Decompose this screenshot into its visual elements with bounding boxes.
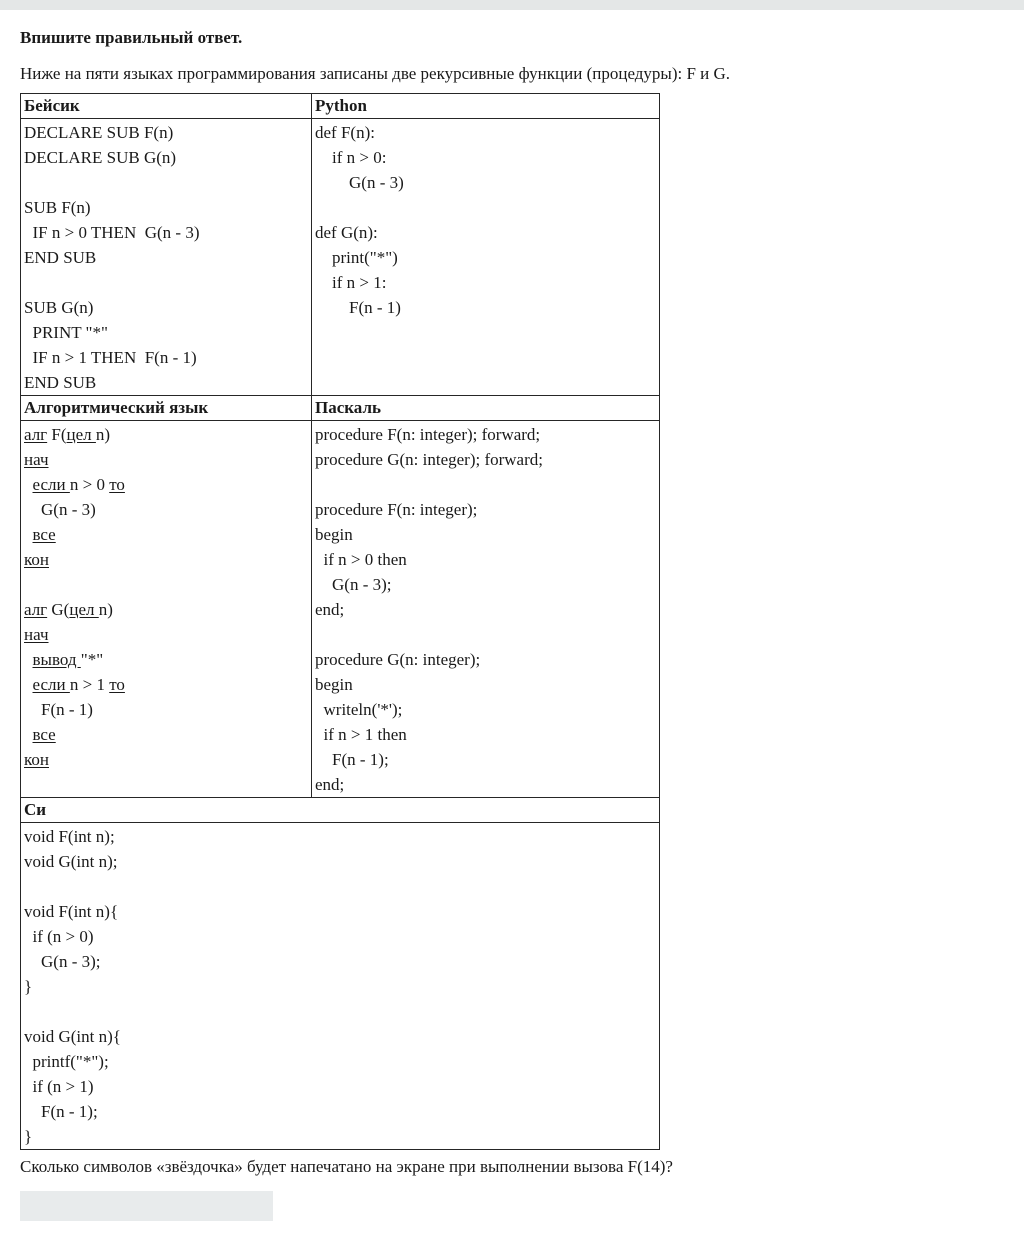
code-line: алг G(цел n) <box>24 600 113 619</box>
code-line: procedure G(n: integer); <box>315 650 481 669</box>
code-line: end; <box>315 775 345 794</box>
header-c: Си <box>21 798 660 823</box>
table-header-row <box>21 798 660 823</box>
header-algo: Алгоритмический язык <box>21 396 312 421</box>
code-line: G(n - 3) <box>315 173 404 192</box>
code-line: if n > 0: <box>315 148 387 167</box>
code-line: G(n - 3); <box>315 575 392 594</box>
code-block-algo <box>21 421 312 798</box>
code-line: если n > 1 то <box>32 675 125 694</box>
code-line <box>24 999 657 1024</box>
code-line: F(n - 1); <box>24 1102 98 1121</box>
code-line: G(n - 3) <box>24 500 96 519</box>
code-line <box>24 572 309 597</box>
question-text: Сколько символов «звёздочка» будет напечатано на экране при выполнении вызова F(14)? <box>20 1157 673 1176</box>
header-basic: Бейсик <box>21 94 312 119</box>
code-line: if n > 0 then <box>315 550 407 569</box>
code-line: F(n - 1) <box>315 298 401 317</box>
code-line: кон <box>24 750 49 769</box>
code-line: void F(int n); <box>24 827 115 846</box>
code-table <box>20 93 660 1150</box>
code-line: begin <box>315 525 353 544</box>
code-line <box>24 270 309 295</box>
page-title: Впишите правильный ответ. <box>20 28 243 47</box>
code-block-pascal <box>312 421 660 798</box>
code-line: printf("*"); <box>24 1052 109 1071</box>
code-line: if (n > 1) <box>24 1077 94 1096</box>
code-line: SUB G(n) <box>24 298 94 317</box>
code-line <box>24 170 309 195</box>
code-block-basic <box>21 119 312 396</box>
code-line <box>315 195 657 220</box>
code-line: SUB F(n) <box>24 198 91 217</box>
table-header-row <box>21 94 660 119</box>
code-line: F(n - 1) <box>24 700 93 719</box>
code-line: нач <box>24 625 49 644</box>
code-line: void G(int n); <box>24 852 118 871</box>
header-python: Python <box>312 94 660 119</box>
code-line: DECLARE SUB F(n) <box>24 123 174 142</box>
code-block-c <box>21 823 660 1150</box>
code-line: IF n > 0 THEN G(n - 3) <box>24 223 200 242</box>
code-line: def F(n): <box>315 123 375 142</box>
code-line: if (n > 0) <box>24 927 94 946</box>
code-line: if n > 1: <box>315 273 387 292</box>
code-line <box>315 622 657 647</box>
code-line: PRINT "*" <box>24 323 108 342</box>
task-page <box>0 27 1024 1221</box>
code-line: алг F(цел n) <box>24 425 111 444</box>
code-line: } <box>24 1127 33 1146</box>
code-line: если n > 0 то <box>32 475 125 494</box>
code-line: begin <box>315 675 353 694</box>
top-bar <box>0 0 1024 10</box>
code-line: void F(int n){ <box>24 902 119 921</box>
code-line <box>24 874 657 899</box>
code-line: procedure F(n: integer); forward; <box>315 425 541 444</box>
code-line: все <box>32 725 56 744</box>
task-intro: Ниже на пяти языках программирования записаны две рекурсивные функции (процедуры): F и G. <box>20 64 731 83</box>
table-header-row <box>21 396 660 421</box>
code-line: } <box>24 977 33 996</box>
code-line: procedure G(n: integer); forward; <box>315 450 543 469</box>
code-line: кон <box>24 550 49 569</box>
code-line: END SUB <box>24 248 97 267</box>
table-code-row <box>21 421 660 798</box>
code-line: вывод "*" <box>32 650 104 669</box>
code-line: нач <box>24 450 49 469</box>
code-line: end; <box>315 600 345 619</box>
code-line: IF n > 1 THEN F(n - 1) <box>24 348 197 367</box>
code-line: все <box>32 525 56 544</box>
code-line: F(n - 1); <box>315 750 389 769</box>
code-line: print("*") <box>315 248 398 267</box>
code-line: DECLARE SUB G(n) <box>24 148 177 167</box>
code-line: G(n - 3); <box>24 952 101 971</box>
table-code-row <box>21 119 660 396</box>
table-code-row <box>21 823 660 1150</box>
code-line: procedure F(n: integer); <box>315 500 478 519</box>
code-line: void G(int n){ <box>24 1027 121 1046</box>
code-line: END SUB <box>24 373 97 392</box>
code-line <box>315 472 657 497</box>
code-line: if n > 1 then <box>315 725 407 744</box>
answer-input[interactable] <box>20 1191 273 1221</box>
code-line: def G(n): <box>315 223 378 242</box>
header-pascal: Паскаль <box>312 396 660 421</box>
code-block-python <box>312 119 660 396</box>
code-line: writeln('*'); <box>315 700 403 719</box>
